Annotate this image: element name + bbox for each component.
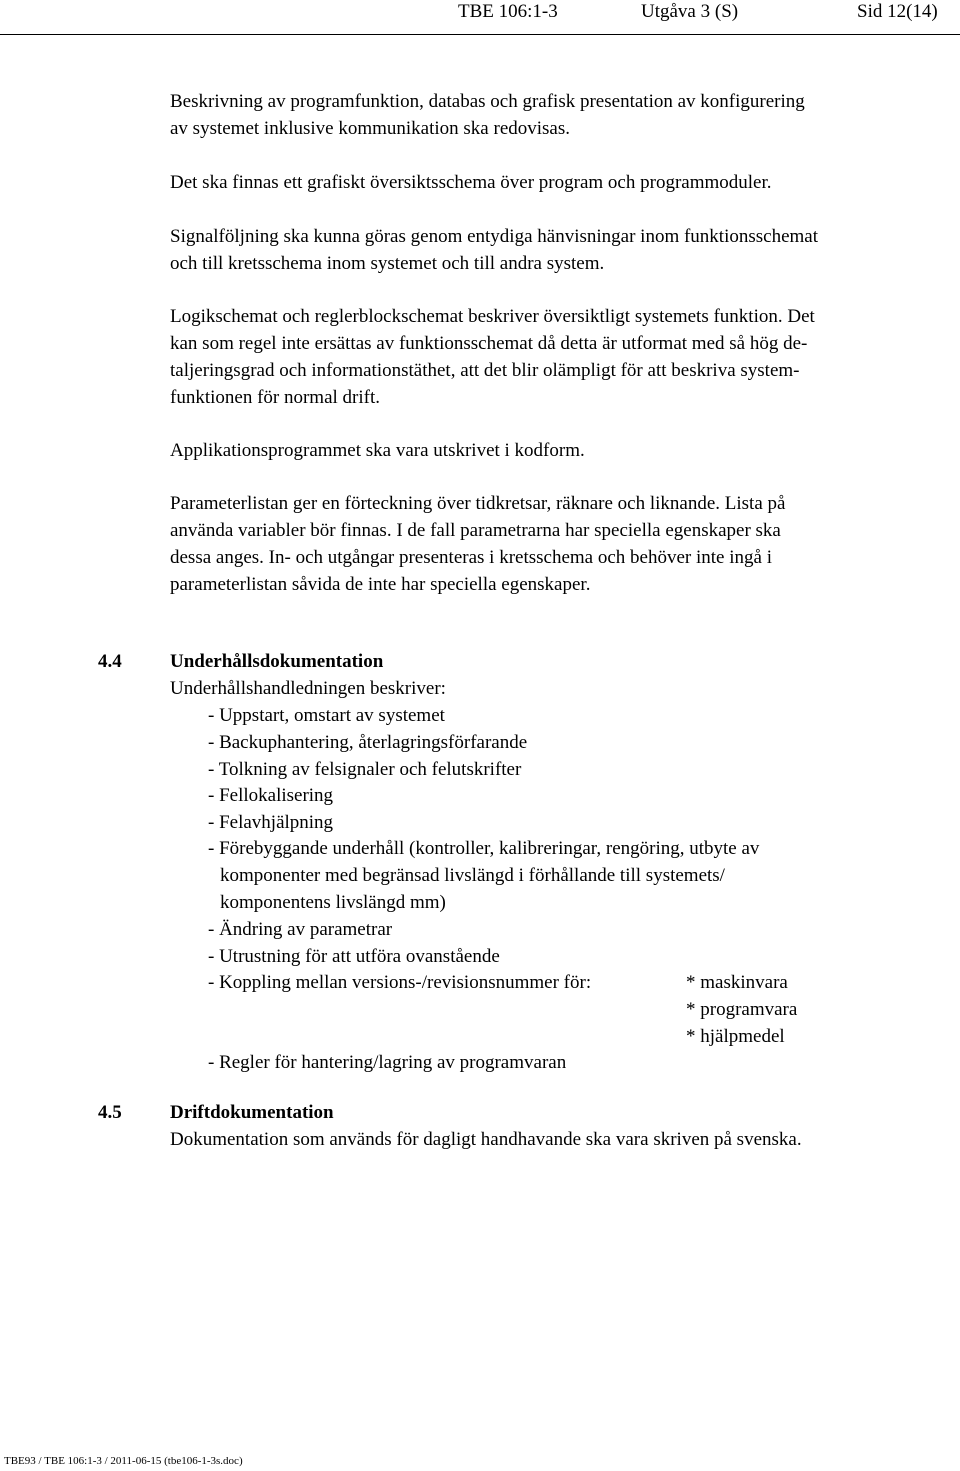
header-divider [0,34,960,35]
list-item: - Felavhjälpning [208,812,334,833]
list-item-continuation: komponentens livslängd mm) [220,892,446,913]
paragraph-parameter-list [170,490,785,598]
list-item: - Regler för hantering/lagring av programvaran [208,1052,567,1073]
section-text: Dokumentation som används för dagligt handhavande ska vara skriven på svenska. [170,1129,802,1150]
header-edition: Utgåva 3 (S) [641,1,739,22]
paragraph-line: Parameterlistan ger en förteckning över tidkretsar, räknare och liknande. Lista på [170,493,786,514]
paragraph-line: parameterlistan såvida de inte har speciella egenskaper. [170,574,591,595]
paragraph-line: och till kretsschema inom systemet och till andra system. [170,253,605,274]
paragraph-line: kan som regel inte ersättas av funktionsschemat då detta är utformat med så hög de- [170,333,808,354]
paragraph-signal-tracing [170,223,818,277]
list-item: - Fellokalisering [208,785,334,806]
paragraph-line: taljeringsgrad och informationstäthet, att det blir olämpligt för att beskriva system- [170,360,800,381]
section-number: 4.5 [98,1102,122,1123]
list-item: - Utrustning för att utföra ovanstående [208,946,500,967]
list-item: - Koppling mellan versions-/revisionsnummer för: [208,972,592,993]
paragraph-line: använda variabler bör finnas. I de fall parametrarna har speciella egenskaper ska [170,520,781,541]
section-intro: Underhållshandledningen beskriver: [170,678,446,699]
paragraph-line: Logikschemat och reglerblockschemat beskriver översiktligt systemets funktion. Det [170,306,815,327]
paragraph-logic-schema [170,303,815,411]
paragraph-description [170,88,805,142]
paragraph-line: dessa anges. In- och utgångar presenteras i kretsschema och behöver inte ingå i [170,547,772,568]
list-item: - Uppstart, omstart av systemet [208,705,445,726]
sub-list-item: * maskinvara [686,972,788,993]
sub-list-item: * hjälpmedel [686,1026,785,1047]
section-title: Underhållsdokumentation [170,651,384,672]
paragraph-line: funktionen för normal drift. [170,387,381,408]
list-item: - Ändring av parametrar [208,919,393,940]
sub-list-item: * programvara [686,999,798,1020]
footer-reference: TBE93 / TBE 106:1-3 / 2011-06-15 (tbe106-1-3s.doc) [4,1455,243,1467]
paragraph-overview-schema [170,169,772,196]
paragraph-line: av systemet inklusive kommunikation ska redovisas. [170,118,571,139]
header-page-number: Sid 12(14) [857,1,938,22]
list-item: - Tolkning av felsignaler och felutskrifter [208,759,522,780]
section-title: Driftdokumentation [170,1102,334,1123]
paragraph-line: Beskrivning av programfunktion, databas och grafisk presentation av konfigurering [170,91,805,112]
header-doc-id: TBE 106:1-3 [458,1,558,22]
paragraph-line: Signalföljning ska kunna göras genom entydiga hänvisningar inom funktionsschemat [170,226,819,247]
paragraph-line: Applikationsprogrammet ska vara utskrivet i kodform. [170,440,585,461]
paragraph-line: Det ska finnas ett grafiskt översiktsschema över program och programmoduler. [170,172,772,193]
paragraph-application-program [170,437,585,464]
list-item: - Förebyggande underhåll (kontroller, kalibreringar, rengöring, utbyte av [208,838,760,859]
list-item: - Backuphantering, återlagringsförfarande [208,732,528,753]
section-number: 4.4 [98,651,122,672]
list-item-continuation: komponenter med begränsad livslängd i förhållande till systemets/ [220,865,725,886]
